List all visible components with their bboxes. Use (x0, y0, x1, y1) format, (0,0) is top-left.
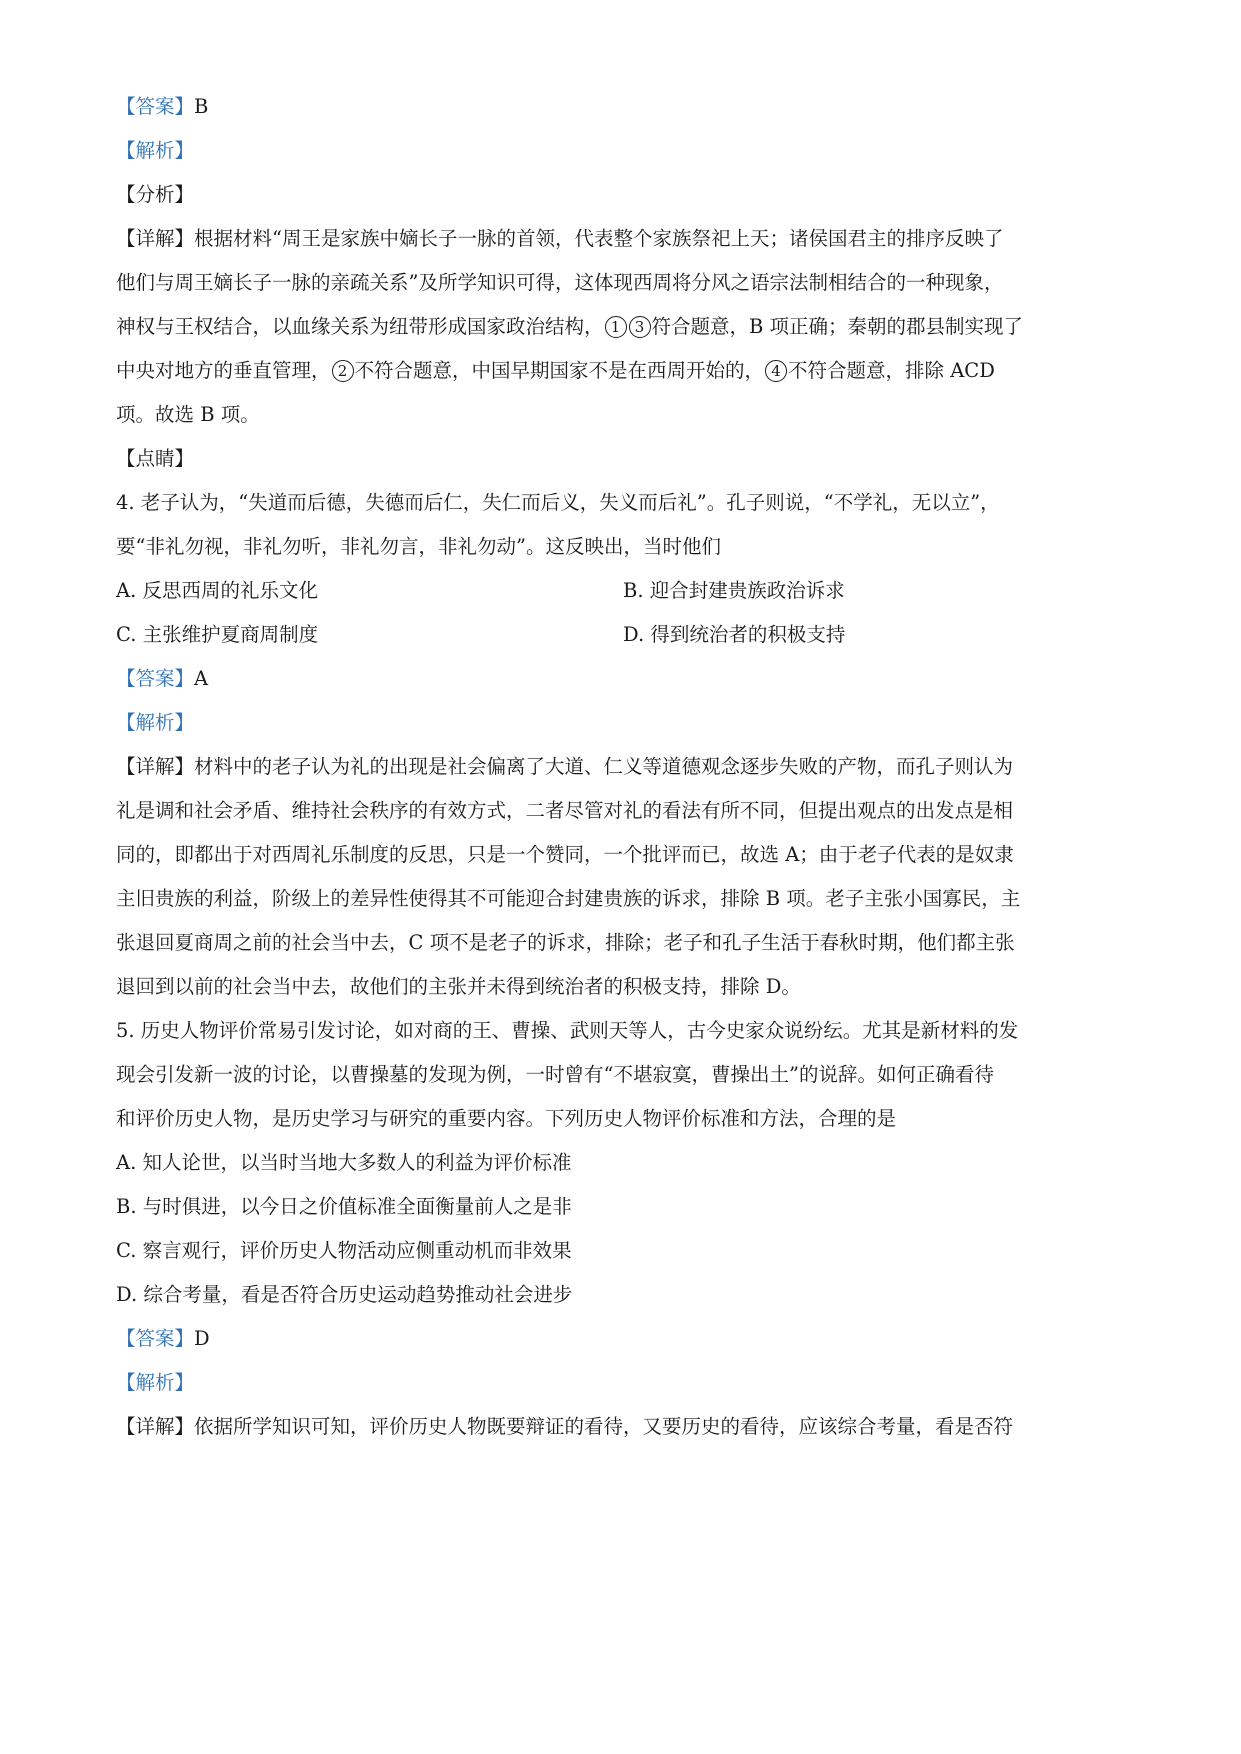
q5-answer-line (116, 1324, 1136, 1354)
detail-text: 主旧贵族的利益，阶级上的差异性使得其不可能迎合封建贵族的诉求，排除 B 项。老子主张小国寡民，主 (116, 887, 1021, 910)
detail-text: 符合题意，B 项正确；秦朝的郡县制实现了 (651, 315, 1024, 338)
q5-stem-line-3 (116, 1104, 1136, 1134)
q4-stem-line-1 (116, 488, 1136, 518)
q3-detail-line-3 (116, 312, 1136, 342)
answer-value: B (194, 95, 209, 118)
detail-text: 项。故选 B 项。 (116, 403, 260, 426)
answer-value: A (194, 667, 209, 690)
analysis-tag: 【解析】 (116, 1371, 195, 1394)
detail-text: 依据所学知识可知，评价历史人物既要辩证的看待，又要历史的看待，应该综合考量，看是否符 (194, 1415, 1014, 1438)
question-stem: 和评价历史人物，是历史学习与研究的重要内容。下列历史人物评价标准和方法，合理的是 (116, 1107, 897, 1130)
q3-analysis-line (116, 136, 1136, 166)
circled-number: 4 (765, 360, 787, 382)
q4-option-a: A. 反思西周的礼乐文化 (116, 579, 318, 602)
dianjing-tag: 【点睛】 (116, 447, 195, 470)
q4-detail-line-3 (116, 840, 1136, 870)
q3-detail-line-4 (116, 356, 1136, 386)
answer-value: D (194, 1327, 210, 1350)
detail-text: 他们与周王嫡长子一脉的亲疏关系”及所学知识可得，这体现西周将分风之语宗法制相结合的一种现象， (116, 271, 1004, 294)
q4-answer-line (116, 664, 1136, 694)
detail-text: 根据材料“周王是家族中嫡长子一脉的首领，代表整个家族祭祀上天；诸侯国君主的排序反映了 (194, 227, 1004, 250)
q5-option-b: B. 与时俱进，以今日之价值标准全面衡量前人之是非 (116, 1195, 572, 1218)
q3-answer-line (116, 92, 1136, 122)
detail-text: 神权与王权结合，以血缘关系为纽带形成国家政治结构， (116, 315, 604, 338)
detail-text: 材料中的老子认为礼的出现是社会偏离了大道、仁义等道德观念逐步失败的产物，而孔子则认为 (194, 755, 1014, 778)
q4-detail-line-1 (116, 752, 1136, 782)
question-stem: 要“非礼勿视，非礼勿听，非礼勿言，非礼勿动”。这反映出，当时他们 (116, 535, 721, 558)
detail-text: 不符合题意，排除 ACD (788, 359, 995, 382)
q3-detail-line-5 (116, 400, 1136, 430)
q3-detail-line-1 (116, 224, 1136, 254)
analysis-tag: 【解析】 (116, 139, 195, 162)
q5-stem-line-2 (116, 1060, 1136, 1090)
answer-tag: 【答案】 (116, 1327, 195, 1350)
detail-tag: 【详解】 (116, 755, 195, 778)
q5-option-c: C. 察言观行，评价历史人物活动应侧重动机而非效果 (116, 1239, 572, 1262)
q5-detail-line-1 (116, 1412, 1136, 1442)
question-stem: 4. 老子认为，“失道而后德，失德而后仁，失仁而后义，失义而后礼”。孔子则说，“不学礼，无以立”， (116, 491, 1000, 514)
q4-option-b: B. 迎合封建贵族政治诉求 (623, 579, 845, 602)
fenxi-tag: 【分析】 (116, 183, 195, 206)
detail-text: 同的，即都出于对西周礼乐制度的反思，只是一个赞同，一个批评而已，故选 A；由于老子代表的是奴隶 (116, 843, 1014, 866)
q4-detail-line-2 (116, 796, 1136, 826)
question-stem: 5. 历史人物评价常易引发讨论，如对商的王、曹操、武则天等人，古今史家众说纷纭。尤其是新材料的发 (116, 1019, 1019, 1042)
q3-dianjing-line (116, 444, 1136, 474)
answer-tag: 【答案】 (116, 95, 195, 118)
q3-fenxi-line (116, 180, 1136, 210)
question-stem: 现会引发新一波的讨论，以曹操墓的发现为例，一时曾有“不堪寂寞，曹操出土”的说辞。如何正确看待 (116, 1063, 994, 1086)
circled-number: 3 (629, 316, 651, 338)
q5-option-d: D. 综合考量，看是否符合历史运动趋势推动社会进步 (116, 1283, 573, 1306)
q4-stem-line-2 (116, 532, 1136, 562)
analysis-tag: 【解析】 (116, 711, 195, 734)
q3-detail-line-2 (116, 268, 1136, 298)
q4-detail-line-4 (116, 884, 1136, 914)
detail-text: 张退回夏商周之前的社会当中去，C 项不是老子的诉求，排除；老子和孔子生活于春秋时期，他们都主张 (116, 931, 1015, 954)
detail-text: 中央对地方的垂直管理， (116, 359, 331, 382)
detail-tag: 【详解】 (116, 1415, 195, 1438)
q4-analysis-line (116, 708, 1136, 738)
q5-stem-line-1 (116, 1016, 1136, 1046)
q5-option-a: A. 知人论世，以当时当地大多数人的利益为评价标准 (116, 1151, 572, 1174)
q4-detail-line-5 (116, 928, 1136, 958)
detail-tag: 【详解】 (116, 227, 195, 250)
circled-number: 2 (332, 360, 354, 382)
detail-text: 退回到以前的社会当中去，故他们的主张并未得到统治者的积极支持，排除 D。 (116, 975, 801, 998)
answer-tag: 【答案】 (116, 667, 195, 690)
circled-number: 1 (605, 316, 627, 338)
q4-detail-line-6 (116, 972, 1136, 1002)
q4-option-c: C. 主张维护夏商周制度 (116, 623, 319, 646)
q5-analysis-line (116, 1368, 1136, 1398)
q4-option-d: D. 得到统治者的积极支持 (623, 623, 846, 646)
detail-text: 礼是调和社会矛盾、维持社会秩序的有效方式，二者尽管对礼的看法有所不同，但提出观点的出发点是相 (116, 799, 1014, 822)
detail-text: 不符合题意，中国早期国家不是在西周开始的， (354, 359, 765, 382)
